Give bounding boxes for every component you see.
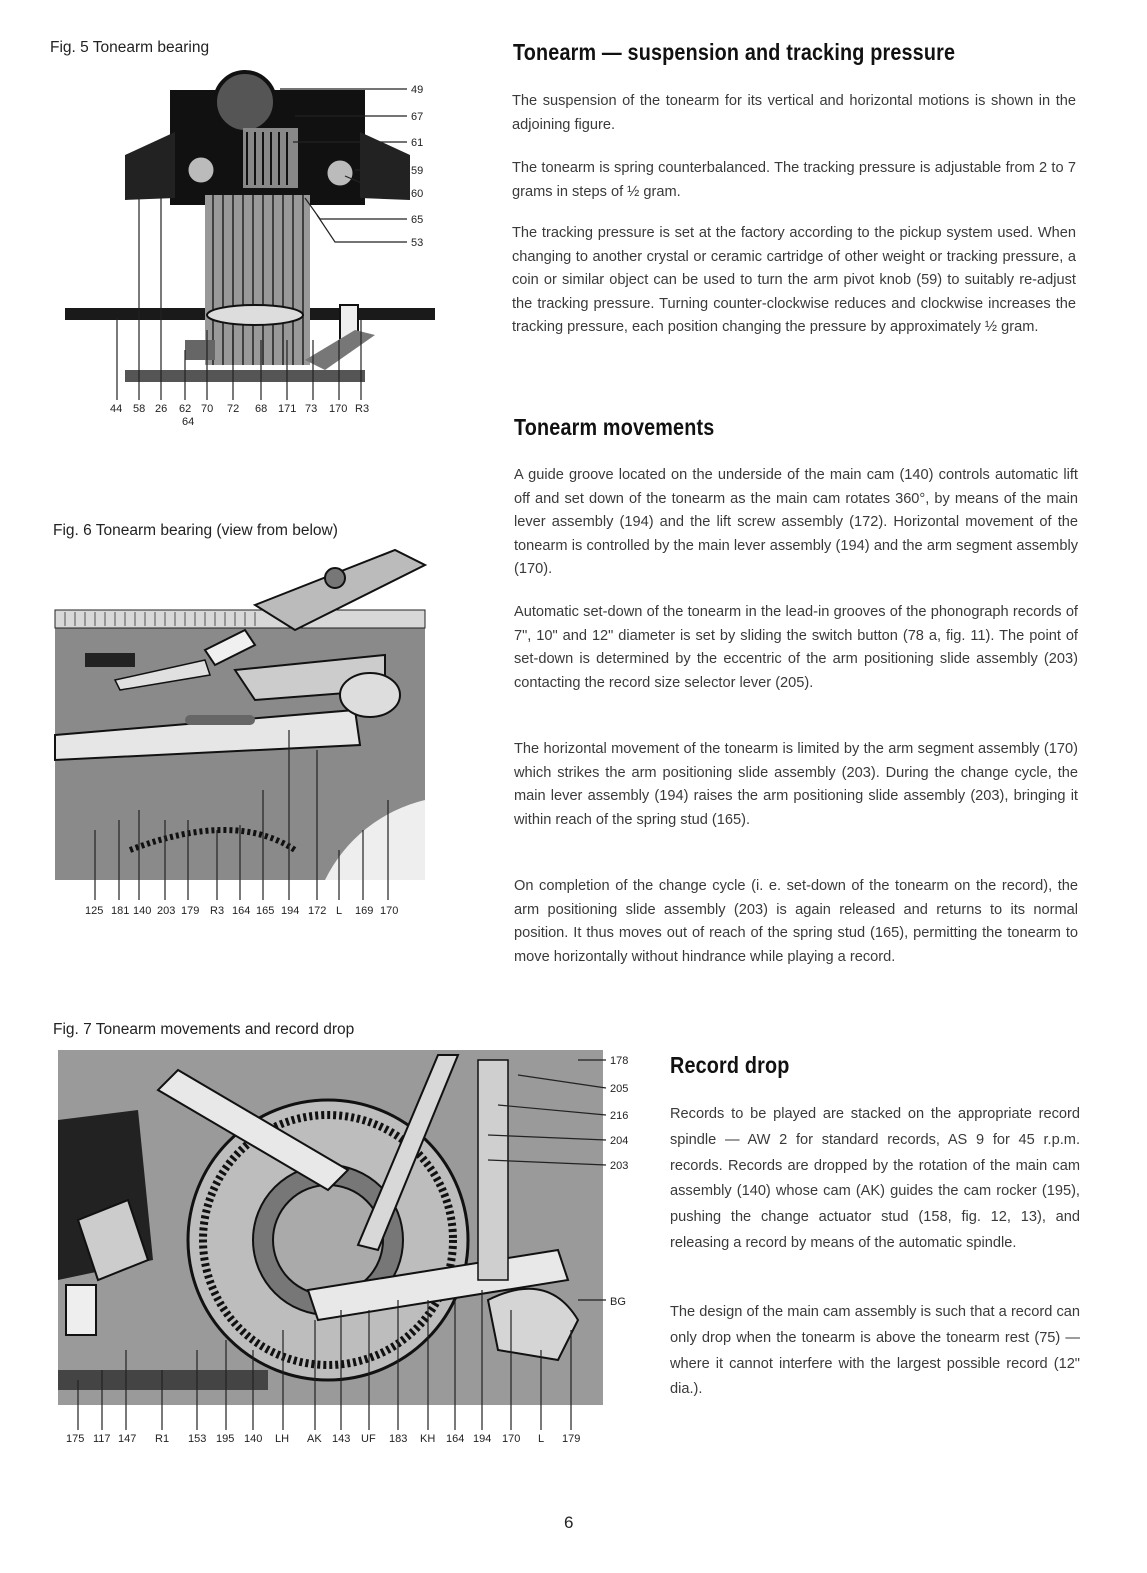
movements-paragraph-4: On completion of the change cycle (i. e. set-down of the tonearm on the record), the arm positioning slide assembly (203) is again released and returns to its normal position. It thus moves out of reach of the spring stud (165), permitting the tonearm to move horizontally without hindrance while playing a record. <box>514 878 1078 965</box>
fig7-bottom-label: 117 <box>93 1433 111 1445</box>
suspension-paragraph-3: The tracking pressure is set at the factory according to the pickup system used. When changing to another crystal or ceramic cartridge of other weight or tracking pressure, a coin or similar object can be used to turn the arm pivot knob (59) to suitably re-adjust the tracking pressure. Turning counter-clockwise reduces and clockwise increases the tracking pressure, each position changing the pressure by approximately ½ gram. <box>512 225 1076 336</box>
fig7-bottom-label: AK <box>307 1433 322 1445</box>
fig7-bottom-label: 147 <box>118 1433 137 1445</box>
fig7-bottom-label: 170 <box>502 1433 521 1445</box>
fig7-bottom-label: 153 <box>188 1433 207 1445</box>
fig6-bottom-label: R3 <box>210 905 225 917</box>
record-drop-paragraph-2: The design of the main cam assembly is such that a record can only drop when the tonearm is above the tonearm rest (75) — where it cannot interfere with the largest possible record (12" dia.). <box>670 1304 1080 1398</box>
fig7-bottom-label: KH <box>420 1433 436 1445</box>
fig5-right-label: 49 <box>411 84 424 96</box>
fig6-bottom-label: 164 <box>232 905 251 917</box>
movements-paragraph-3: The horizontal movement of the tonearm is limited by the arm segment assembly (170) which strikes the arm positioning slide assembly (203). During the change cycle, the main lever assembly (194) raises the arm positioning slide assembly (203), bringing it within reach of the spring stud (165). <box>514 741 1078 828</box>
fig5-caption: Fig. 5 Tonearm bearing <box>50 39 210 56</box>
movements-paragraph-2: Automatic set-down of the tonearm in the lead-in grooves of the phonograph records of 7", 10" and 12" diameter is set by sliding the switch button (78 a, fig. 11). The point of set-down is determined by the eccentric of the arm positioning slide assembly (203) contacting the record size selector lever (205). <box>514 604 1078 691</box>
suspension-paragraph-2: The tonearm is spring counterbalanced. The tracking pressure is adjustable from 2 to 7 grams in steps of ½ gram. <box>512 160 1076 200</box>
fig6-bottom-label: L <box>336 905 343 917</box>
fig5-bottom-label: 171 <box>278 403 297 415</box>
fig5-bottom-label: 26 <box>155 403 168 415</box>
fig6-bottom-label: 181 <box>111 905 130 917</box>
suspension-heading: Tonearm — suspension and tracking pressure <box>513 39 956 65</box>
fig7-bottom-label: L <box>538 1433 545 1445</box>
fig5-bottom-label: 170 <box>329 403 348 415</box>
fig5-bottom-label: 73 <box>305 403 318 415</box>
fig7-bottom-label: 179 <box>562 1433 581 1445</box>
fig5-bottom-label: 62 <box>179 403 192 415</box>
record-drop-paragraph-1: Records to be played are stacked on the appropriate record spindle — AW 2 for standard records, AS 9 for 45 r.p.m. records. Records are dropped by the rotation of the main cam assembly (140) whose cam (AK) guides the cam rocker (195), pushing the change actuator stud (158, fig. 12, 13), and releasing a record by means of the automatic spindle. <box>670 1106 1080 1251</box>
fig6-caption: Fig. 6 Tonearm bearing (view from below) <box>53 522 338 539</box>
fig5-right-label: 53 <box>411 237 424 249</box>
fig5-sub-label: 64 <box>182 416 195 428</box>
fig7-bottom-label: 183 <box>389 1433 408 1445</box>
fig6-bottom-label: 169 <box>355 905 374 917</box>
fig7-bottom-label: 140 <box>244 1433 263 1445</box>
fig6-bottom-label: 194 <box>281 905 300 917</box>
fig7-right-label: 178 <box>610 1055 629 1067</box>
fig5-bottom-label: 70 <box>201 403 214 415</box>
fig6-bottom-label: 165 <box>256 905 275 917</box>
fig7-right-label: 203 <box>610 1160 629 1172</box>
fig5-right-label: 61 <box>411 137 424 149</box>
fig7-illustration <box>58 1050 638 1450</box>
suspension-paragraph-1: The suspension of the tonearm for its vertical and horizontal motions is shown in the adjoining figure. <box>512 93 1076 133</box>
fig6-bottom-label: 203 <box>157 905 176 917</box>
fig7-right-label: 205 <box>610 1083 629 1095</box>
movements-heading: Tonearm movements <box>514 414 715 440</box>
fig7-caption: Fig. 7 Tonearm movements and record drop <box>53 1021 355 1038</box>
fig6-illustration <box>55 550 430 920</box>
fig6-bottom-label: 179 <box>181 905 200 917</box>
fig7-bottom-label: UF <box>361 1433 376 1445</box>
fig7-right-label: BG <box>610 1296 626 1308</box>
record-drop-heading: Record drop <box>670 1052 790 1078</box>
fig7-bottom-label: LH <box>275 1433 290 1445</box>
fig7-bottom-label: 143 <box>332 1433 351 1445</box>
fig6-bottom-label: 170 <box>380 905 399 917</box>
fig7-right-label: 216 <box>610 1110 629 1122</box>
fig5-bottom-label: 68 <box>255 403 268 415</box>
movements-paragraph-1: A guide groove located on the underside of the main cam (140) controls automatic lift off and set down of the tonearm as the main cam rotates 360°, by means of the main lever assembly (194) and the lift screw assembly (172). Horizontal movement of the tonearm is controlled by the main lever assembly (194) and the arm segment assembly (170). <box>514 467 1078 578</box>
fig5-right-label: 67 <box>411 111 424 123</box>
fig5-bottom-label: 58 <box>133 403 146 415</box>
fig5-bottom-label: R3 <box>355 403 370 415</box>
fig7-bottom-label: R1 <box>155 1433 170 1445</box>
fig5-bottom-label: 44 <box>110 403 123 415</box>
fig6-bottom-label: 140 <box>133 905 152 917</box>
fig5-right-label: 60 <box>411 188 424 200</box>
fig5-right-label: 59 <box>411 165 424 177</box>
fig7-bottom-label: 164 <box>446 1433 465 1445</box>
fig7-bottom-label: 175 <box>66 1433 85 1445</box>
page-number: 6 <box>564 1513 574 1532</box>
fig5-illustration <box>55 70 455 440</box>
fig5-bottom-label: 72 <box>227 403 240 415</box>
fig5-right-label: 65 <box>411 214 424 226</box>
fig6-bottom-label: 125 <box>85 905 104 917</box>
fig7-bottom-label: 195 <box>216 1433 235 1445</box>
fig7-bottom-label: 194 <box>473 1433 492 1445</box>
fig7-right-label: 204 <box>610 1135 629 1147</box>
fig6-bottom-label: 172 <box>308 905 327 917</box>
